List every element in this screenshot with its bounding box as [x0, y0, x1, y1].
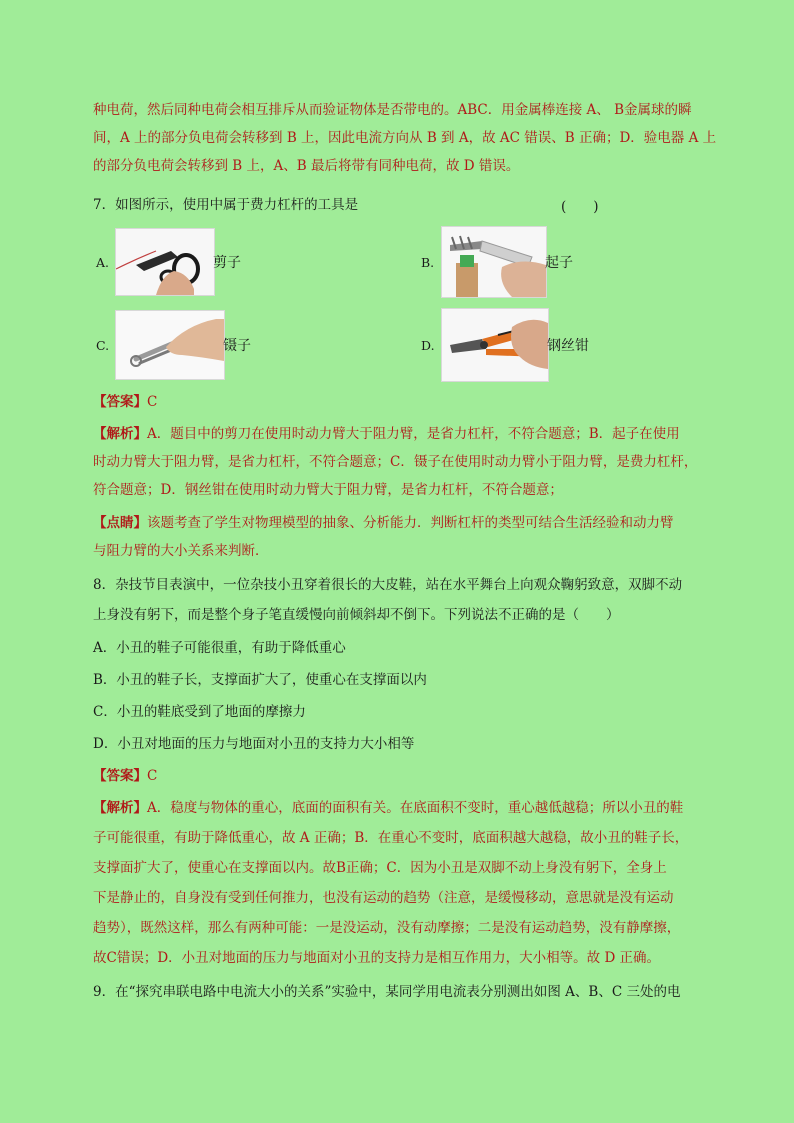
q7-option-c-name: 镊子 [223, 338, 251, 354]
q8-analysis-line-6: 故C错误；D．小丑对地面的压力与地面对小丑的支持力是相互作用力，大小相等。故 D 正确。 [93, 950, 661, 966]
q8-option-d: D．小丑对地面的压力与地面对小丑的支持力大小相等 [93, 736, 415, 752]
q7-option-b-letter: B. [421, 255, 435, 270]
q6-analysis-line-3: 的部分负电荷会转移到 B 上，A、B 最后将带有同种电荷，故 D 错误。 [93, 158, 520, 174]
comment-tag: 【点睛】 [93, 515, 147, 531]
q7-option-c-letter: C. [96, 338, 110, 353]
q8-analysis-line-1: 【解析】A．稳度与物体的重心，底面的面积有关。在底面积不变时，重心越低越稳；所以小丑的鞋 [93, 800, 684, 816]
analysis-tag: 【解析】 [93, 426, 147, 442]
q7-option-d-name: 钢丝钳 [547, 338, 589, 354]
q7-stem: 7．如图所示，使用中属于费力杠杆的工具是 [93, 197, 359, 213]
analysis-tag: 【解析】 [93, 800, 147, 816]
answer-value: C [147, 394, 158, 410]
q8-analysis-line-4: 下是静止的，自身没有受到任何推力，也没有运动的趋势（注意，是缓慢移动，意思就是没有运动 [93, 890, 674, 906]
q7-comment-line-1: 【点睛】该题考查了学生对物理模型的抽象、分析能力．判断杠杆的类型可结合生活经验和动力臂 [93, 515, 674, 531]
scissors-image [115, 228, 215, 296]
q7-analysis-line-3: 符合题意；D．钢丝钳在使用时动力臂大于阻力臂，是省力杠杆，不符合题意； [93, 482, 563, 498]
q8-stem-line-2: 上身没有躬下，而是整个身子笔直缓慢向前倾斜却不倒下。下列说法不正确的是（ ） [93, 607, 620, 623]
q8-analysis-line-2: 子可能很重，有助于降低重心，故 A 正确；B．在重心不变时，底面积越大越稳，故小丑的鞋子长， [93, 830, 689, 846]
q7-analysis-line-2: 时动力臂大于阻力臂，是省力杠杆，不符合题意；C．镊子在使用时动力臂小于阻力臂，是费力杠杆， [93, 454, 698, 470]
q8-analysis-line-3: 支撑面扩大了，使重心在支撑面以内。故B正确；C．因为小丑是双脚不动上身没有躬下，全身上 [93, 860, 667, 876]
q8-answer-row [93, 766, 157, 786]
answer-value: C [147, 768, 158, 784]
q8-option-b: B．小丑的鞋子长，支撑面扩大了，使重心在支撑面以内 [93, 672, 427, 688]
q7-option-a-letter: A. [96, 255, 110, 270]
q7-answer-blank: ( ) [561, 199, 599, 215]
q8-option-a: A．小丑的鞋子可能很重，有助于降低重心 [93, 640, 346, 656]
bottle-opener-image [441, 226, 547, 298]
q9-stem-line-1: 9．在“探究串联电路中电流大小的关系”实验中，某同学用电流表分别测出如图 A、B、C 三处的电 [93, 984, 681, 1000]
answer-tag: 【答案】 [93, 768, 147, 784]
q7-answer-row [93, 392, 157, 412]
q8-stem-line-1: 8．杂技节目表演中，一位杂技小丑穿着很长的大皮鞋，站在水平舞台上向观众鞠躬致意，双脚不动 [93, 577, 683, 593]
answer-tag: 【答案】 [93, 394, 147, 410]
q7-analysis-line-1: 【解析】A．题目中的剪刀在使用时动力臂大于阻力臂，是省力杠杆，不符合题意；B．起子在使用 [93, 426, 680, 442]
q6-analysis-line-2: 间，A 上的部分负电荷会转移到 B 上，因此电流方向从 B 到 A，故 AC 错误、B 正确；D．验电器 A 上 [93, 130, 717, 146]
q6-analysis-line-1: 种电荷，然后同种电荷会相互排斥从而验证物体是否带电的。ABC．用金属棒连接 A、 B金属球的瞬 [93, 102, 692, 118]
q7-option-a-name: 剪子 [213, 255, 241, 271]
q7-option-b-name: 起子 [545, 255, 573, 271]
q7-option-d-letter: D. [421, 338, 435, 353]
q8-option-c: C．小丑的鞋底受到了地面的摩擦力 [93, 704, 306, 720]
tweezers-image [115, 310, 225, 380]
pliers-image [441, 308, 549, 382]
q7-comment-line-2: 与阻力臂的大小关系来判断． [93, 543, 269, 559]
q8-analysis-line-5: 趋势），既然这样，那么有两种可能：一是没运动，没有动摩擦；二是没有运动趋势，没有静摩擦， [93, 920, 681, 936]
